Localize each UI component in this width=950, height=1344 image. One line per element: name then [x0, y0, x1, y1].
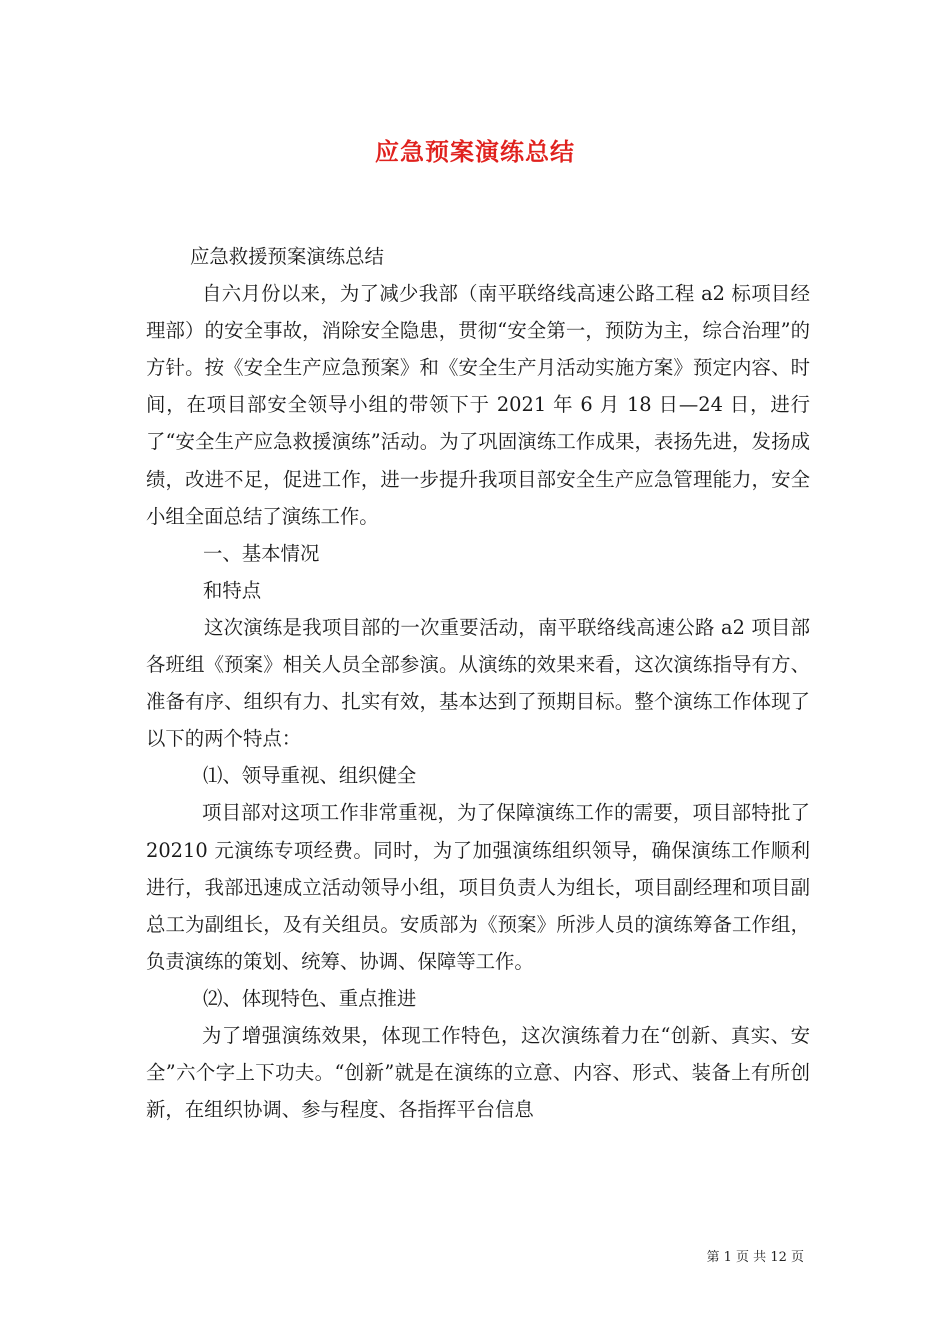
- leadership-paragraph: 项目部对这项工作非常重视，为了保障演练工作的需要，项目部特批了 20210 元演练专项经费。同时，为了加强演练组织领导，确保演练工作顺利进行，我部迅速成立活动领导小组，项目负责人为组长，项目副经理和项目副总工为副组长，及有关组员。安质部为《预案》所涉人员的演练筹备工作组，负责演练的策划、统筹、协调、保障等工作。: [146, 801, 810, 973]
- subtitle-paragraph: 应急救援预案演练总结: [190, 245, 384, 268]
- document-body: [146, 238, 810, 1128]
- page-number-footer: 第 1 页 共 12 页: [706, 1250, 804, 1265]
- section-heading: 一、基本情况: [203, 541, 320, 565]
- intro-paragraph: 自六月份以来，为了减少我部（南平联络线高速公路工程 a2 标项目经理部）的安全事故，消除安全隐患，贯彻“安全第一，预防为主，综合治理”的方针。按《安全生产应急预案》和《安全生产月活动实施方案》预定内容、时间，在项目部安全领导小组的带领下于 2021 年 6 月 18 日—24 日，进行了“安全生产应急救援演练”活动。为了巩固演练工作成果，表扬先进，发扬成绩，改进不足，促进工作，进一步提升我项目部安全生产应急管理能力，安全小组全面总结了演练工作。: [146, 282, 810, 528]
- subsection-heading-2: ⑵、体现特色、重点推进: [203, 986, 417, 1010]
- overview-paragraph: 这次演练是我项目部的一次重要活动，南平联络线高速公路 a2 项目部各班组《预案》相关人员全部参演。从演练的效果来看，这次演练指导有方、准备有序、组织有力、扎实有效，基本达到了预期目标。整个演练工作体现了以下的两个特点：: [146, 615, 810, 751]
- features-paragraph: 为了增强演练效果，体现工作特色，这次演练着力在“创新、真实、安全”六个字上下功夫。“创新”就是在演练的立意、内容、形式、装备上有所创新，在组织协调、参与程度、各指挥平台信息: [146, 1023, 810, 1122]
- document-title: 应急预案演练总结: [375, 137, 575, 166]
- subsection-heading-1: ⑴、领导重视、组织健全: [203, 764, 417, 788]
- section-heading-continued: 和特点: [203, 578, 262, 602]
